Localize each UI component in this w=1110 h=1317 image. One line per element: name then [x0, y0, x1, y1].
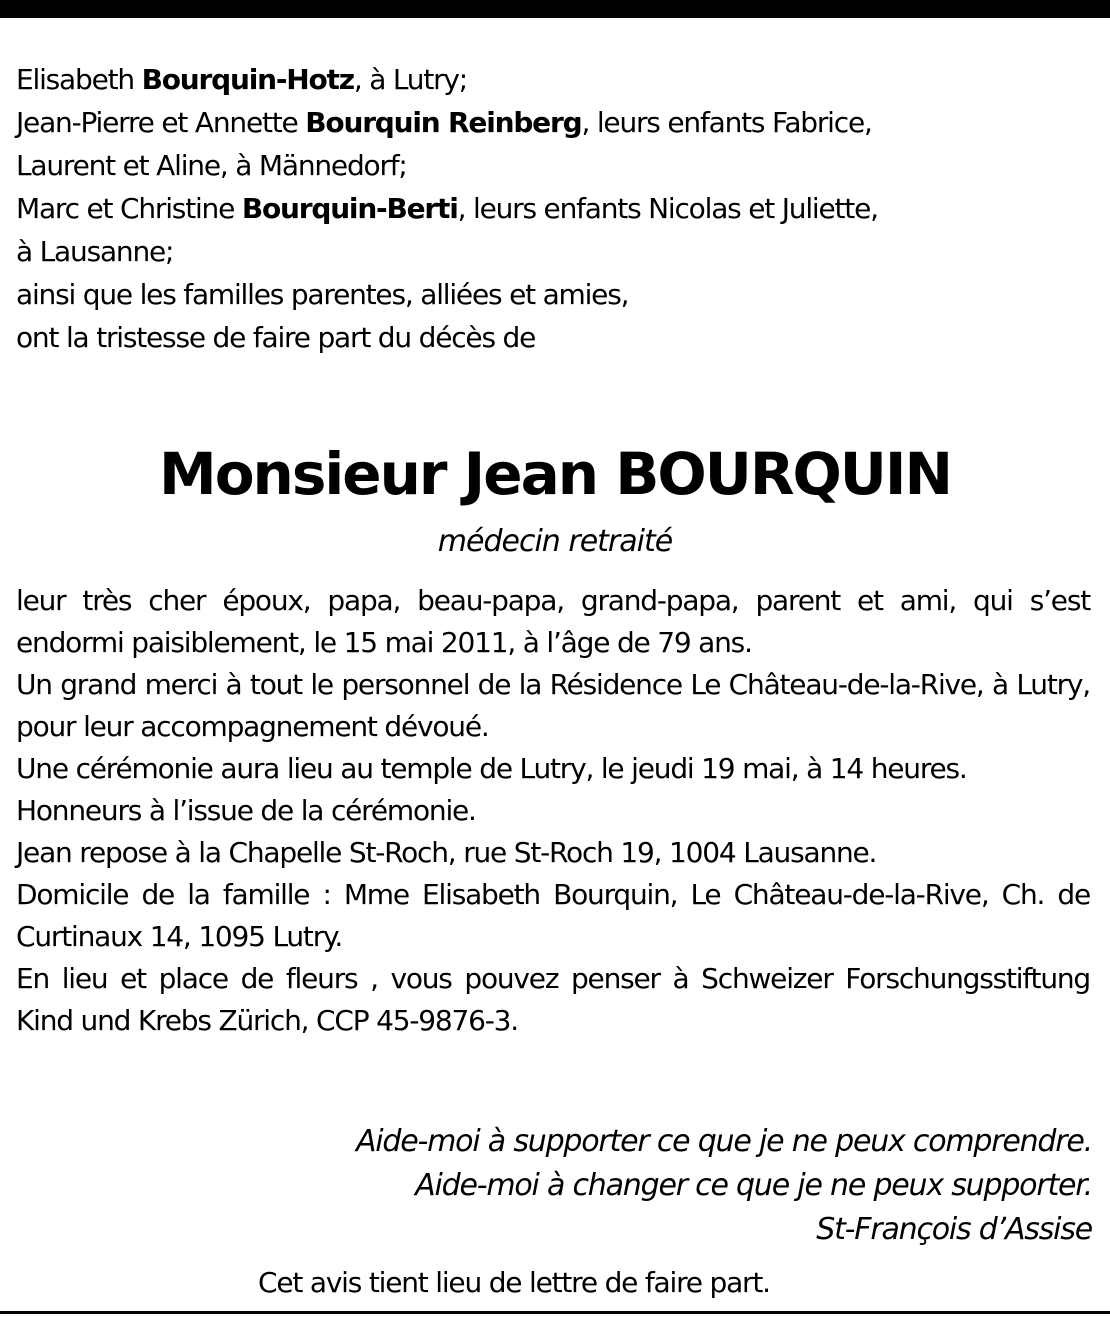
body-paragraph-3: Une cérémonie aura lieu au temple de Lutry, le jeudi 19 mai, à 14 heures. [16, 752, 967, 785]
announcement-body [16, 580, 1090, 1042]
surname-bold: Bourquin-Hotz [141, 63, 354, 96]
body-paragraph-1: leur très cher époux, papa, beau-papa, grand-papa, parent et ami, qui s’est endormi paisiblement, le 15 mai 2011, à l’âge de 79 ans. [16, 584, 1090, 659]
deceased-profession: médecin retraité [437, 524, 673, 559]
body-paragraph-6: Domicile de la famille : Mme Elisabeth Bourquin, Le Château-de-la-Rive, Ch. de Curtinaux 14, 1095 Lutry. [16, 878, 1090, 953]
family-line-7: ont la tristesse de faire part du décès de [16, 321, 536, 354]
family-line-3: Laurent et Aline, à Männedorf; [16, 149, 407, 182]
family-line-5: à Lausanne; [16, 235, 174, 268]
quote-line-2: Aide-moi à changer ce que je ne peux supporter. [415, 1168, 1092, 1203]
body-paragraph-7: En lieu et place de fleurs , vous pouvez penser à Schweizer Forschungsstiftung Kind und Krebs Zürich, CCP 45-9876-3. [16, 962, 1090, 1037]
family-line-1: Elisabeth Bourquin-Hotz, à Lutry; [16, 63, 468, 96]
bottom-border-rule [0, 1311, 1110, 1314]
quote-author: St-François d’Assise [816, 1212, 1092, 1247]
family-line-4: Marc et Christine Bourquin-Berti, leurs enfants Nicolas et Juliette, [16, 192, 878, 225]
closing-quote [92, 1120, 1092, 1252]
surname-bold: Bourquin-Berti [241, 192, 458, 225]
top-border-rule [0, 0, 1110, 18]
body-paragraph-4: Honneurs à l’issue de la cérémonie. [16, 794, 476, 827]
body-paragraph-2: Un grand merci à tout le personnel de la Résidence Le Château-de-la-Rive, à Lutry, pour leur accompagnement dévoué. [16, 668, 1090, 743]
surname-bold: Bourquin Reinberg [305, 106, 582, 139]
deceased-name: Monsieur Jean BOURQUIN [158, 440, 951, 508]
family-line-2: Jean-Pierre et Annette Bourquin Reinberg, leurs enfants Fabrice, [16, 106, 872, 139]
quote-line-1: Aide-moi à supporter ce que je ne peux comprendre. [355, 1124, 1092, 1159]
family-line-6: ainsi que les familles parentes, alliées et amies, [16, 278, 629, 311]
closing-note: Cet avis tient lieu de lettre de faire part. [258, 1266, 770, 1299]
body-paragraph-5: Jean repose à la Chapelle St-Roch, rue St-Roch 19, 1004 Lausanne. [16, 836, 877, 869]
family-list [16, 58, 1096, 359]
